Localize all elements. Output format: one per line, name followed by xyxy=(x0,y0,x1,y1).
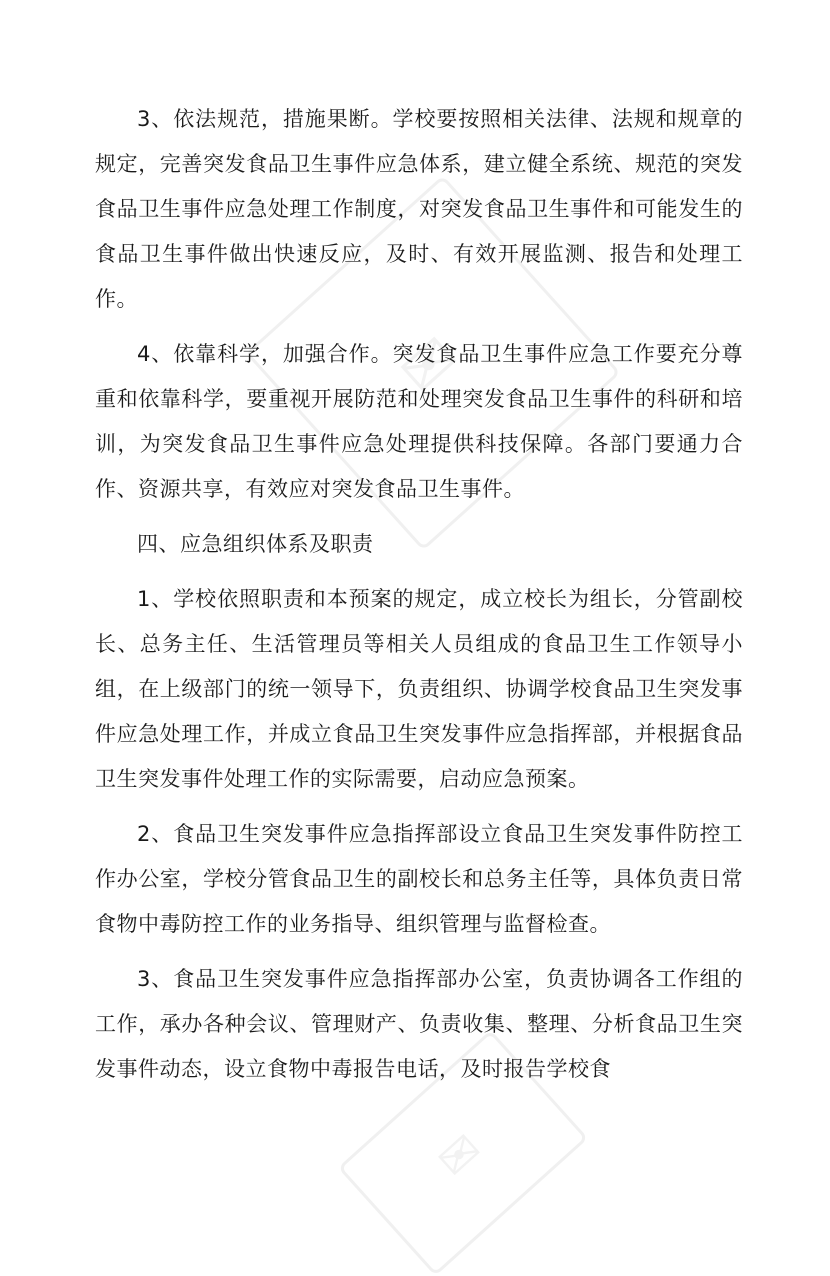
paragraph-3: 1、学校依照职责和本预案的规定，成立校长为组长，分管副校长、总务主任、生活管理员等相关人员组成的食品卫生工作领导小组，在上级部门的统一领导下，负责组织、协调学校食品卫生突发事件应急处理工作，并成立食品卫生突发事件应急指挥部，并根据食品卫生突发事件处理工作的实际需要，启动应急预案。 xyxy=(95,587,743,791)
paragraph-5: 3、食品卫生突发事件应急指挥部办公室，负责协调各工作组的工作，承办各种会议、管理财产、负责收集、整理、分析食品卫生突发事件动态，设立食物中毒报告电话，及时报告学校食 xyxy=(95,967,743,1081)
watermark-logo-bottom: ✉ xyxy=(338,1030,589,1276)
section-heading: 四、应急组织体系及职责 xyxy=(137,532,374,556)
paragraph-1: 3、依法规范，措施果断。学校要按照相关法律、法规和规章的规定，完善突发食品卫生事件应急体系，建立健全系统、规范的突发食品卫生事件应急处理工作制度，对突发食品卫生事件和可能发生的食品卫生事件做出快速反应，及时、有效开展监测、报告和处理工作。 xyxy=(95,107,743,311)
watermark-logo: ✉ xyxy=(245,175,621,551)
paragraph-2: 4、依靠科学，加强合作。突发食品卫生事件应急工作要充分尊重和依靠科学，要重视开展防范和处理突发食品卫生事件的科研和培训，为突发食品卫生事件应急处理提供科技保障。各部门要通力合作、资源共享，有效应对突发食品卫生事件。 xyxy=(95,342,743,501)
document-body xyxy=(95,97,743,1102)
paragraph-4: 2、食品卫生突发事件应急指挥部设立食品卫生突发事件防控工作办公室，学校分管食品卫生的副校长和总务主任等，具体负责日常食物中毒防控工作的业务指导、组织管理与监督检查。 xyxy=(95,822,743,936)
